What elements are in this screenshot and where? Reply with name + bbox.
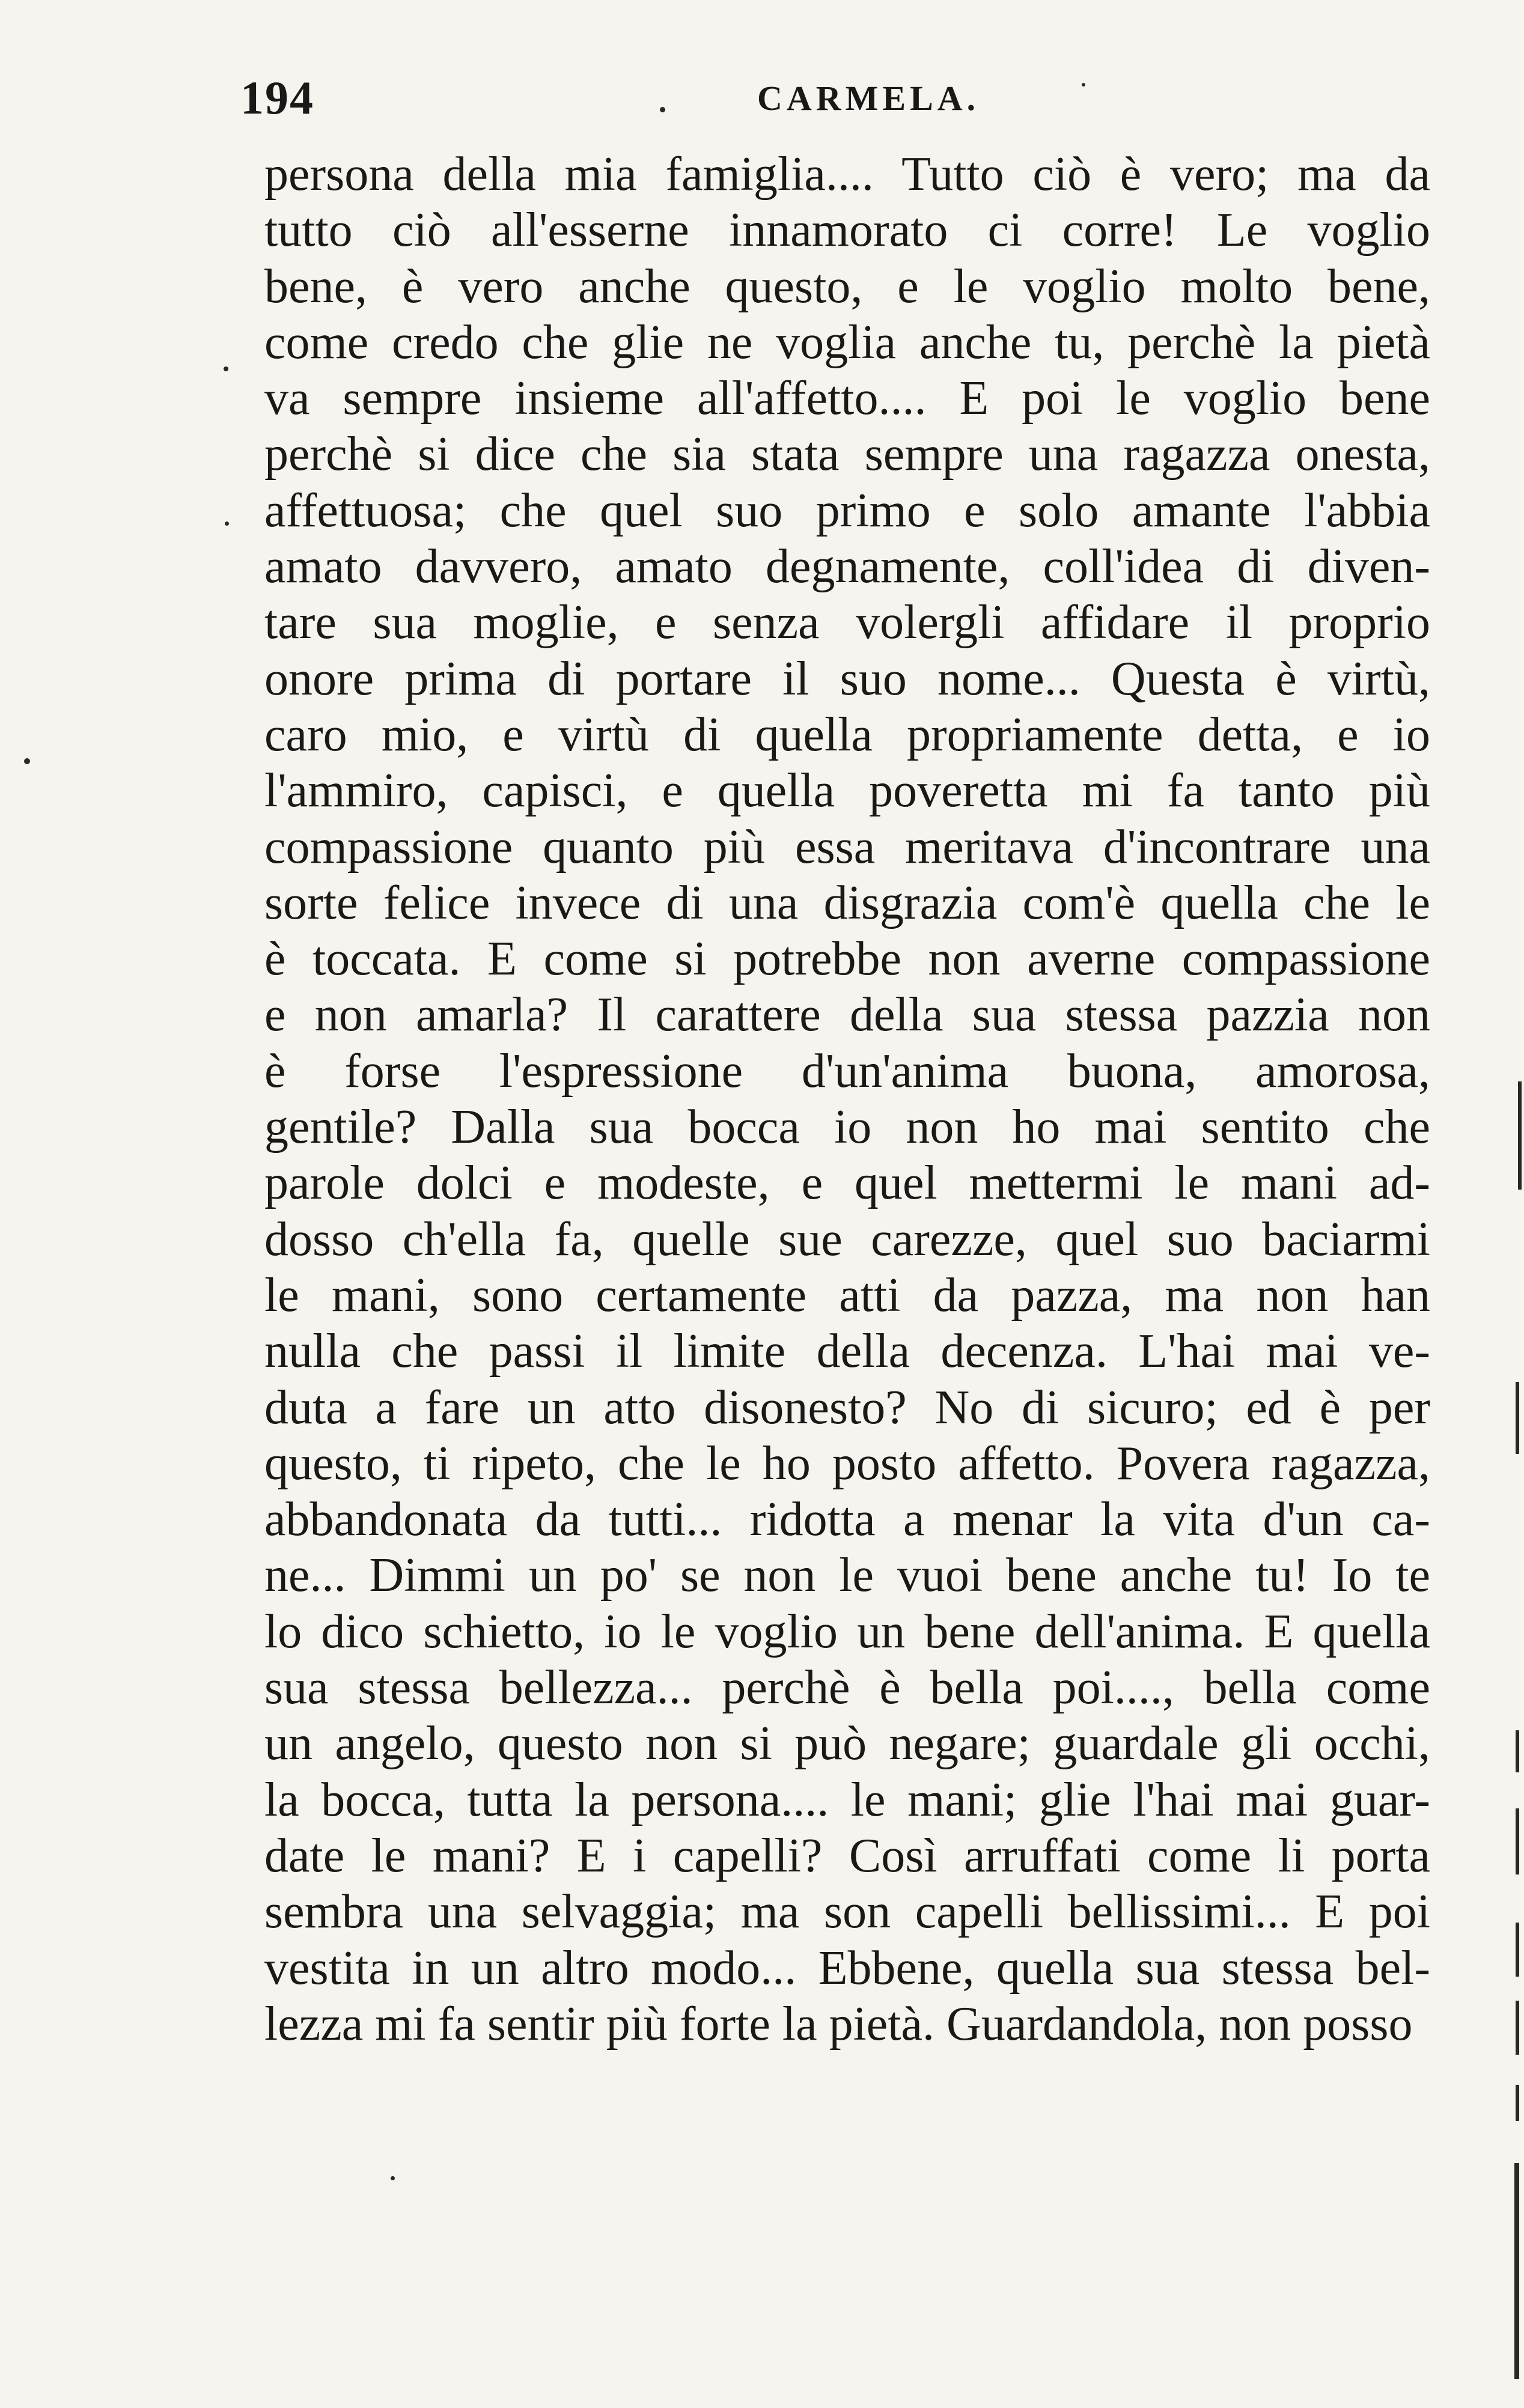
text-line: affettuosa; che quel suo primo e solo amante l'abbia [264,484,1430,537]
text-line: la bocca, tutta la persona.... le mani; glie l'hai mai guar- [264,1773,1430,1826]
scan-edge-mark [1516,1808,1519,1874]
text-line: lezza mi fa sentir più forte la pietà. Guardandola, non posso [264,1997,1413,2051]
text-line: persona della mia famiglia.... Tutto ciò è vero; ma da [264,148,1430,201]
text-line: sua stessa bellezza... perchè è bella poi...., bella come [264,1661,1430,1715]
text-line: vestita in un altro modo... Ebbene, quella sua stessa bel- [264,1941,1430,1995]
text-line: sembra una selvaggia; ma son capelli bellissimi... E poi [264,1885,1430,1939]
text-line: tutto ciò all'esserne innamorato ci corre! Le voglio [264,204,1430,257]
text-line: l'ammiro, capisci, e quella poveretta mi fa tanto più [264,764,1430,818]
text-line: duta a fare un atto disonesto? No di sicuro; ed è per [264,1381,1430,1434]
scan-edge-mark [1516,1382,1519,1454]
text-line: date le mani? E i capelli? Così arruffati come li porta [264,1829,1430,1882]
text-line: ne... Dimmi un po' se non le vuoi bene anche tu! Io te [264,1549,1430,1602]
text-line: un angelo, questo non si può negare; guardale gli occhi, [264,1717,1430,1771]
text-line: compassione quanto più essa meritava d'incontrare una [264,820,1430,874]
text-line: dosso ch'ella fa, quelle sue carezze, quel suo baciarmi [264,1212,1430,1266]
running-title: CARMELA. [757,79,980,118]
text-line: perchè si dice che sia stata sempre una ragazza onesta, [264,428,1430,481]
scan-speck [224,366,228,371]
scan-speck [660,107,665,112]
text-line: parole dolci e modeste, e quel mettermi le mani ad- [264,1157,1430,1210]
text-line: le mani, sono certamente atti da pazza, ma non han [264,1268,1430,1322]
text-line: questo, ti ripeto, che le ho posto affetto. Povera ragazza, [264,1437,1430,1490]
text-line: abbandonata da tutti... ridotta a menar la vita d'un ca- [264,1493,1430,1546]
text-line: come credo che glie ne voglia anche tu, perchè la pietà [264,315,1430,369]
text-line: nulla che passi il limite della decenza. L'hai mai ve- [264,1325,1430,1378]
scan-edge-mark [1516,1730,1519,1772]
text-line: amato davvero, amato degnamente, coll'idea di diven- [264,540,1430,594]
scan-edge-mark [1514,2163,1519,2379]
body-text [264,147,1430,2052]
scan-speck [391,2176,395,2180]
scan-edge-mark [1516,2085,1519,2121]
running-head [240,71,1430,137]
scan-edge-mark [1516,1923,1519,1977]
scan-speck [24,758,30,764]
scan-edge-mark [1518,1081,1522,1190]
text-line: va sempre insieme all'affetto.... E poi le voglio bene [264,372,1430,425]
scan-speck [225,521,229,526]
scan-speck [1082,83,1085,87]
text-line: lo dico schietto, io le voglio un bene dell'anima. E quella [264,1605,1430,1658]
text-line: è toccata. E come si potrebbe non averne compassione [264,932,1430,986]
text-line: sorte felice invece di una disgrazia com'è quella che le [264,876,1430,929]
text-line: e non amarla? Il carattere della sua stessa pazzia non [264,988,1430,1042]
scan-edge-mark [1516,2001,1519,2055]
page-number: 194 [240,71,314,124]
text-line: caro mio, e virtù di quella propriamente detta, e io [264,708,1430,761]
text-line: gentile? Dalla sua bocca io non ho mai sentito che [264,1101,1430,1154]
text-line: tare sua moglie, e senza volergli affidare il proprio [264,596,1430,649]
text-line: bene, è vero anche questo, e le voglio molto bene, [264,260,1430,313]
text-line: è forse l'espressione d'un'anima buona, amorosa, [264,1044,1430,1098]
text-line: onore prima di portare il suo nome... Questa è virtù, [264,652,1430,705]
